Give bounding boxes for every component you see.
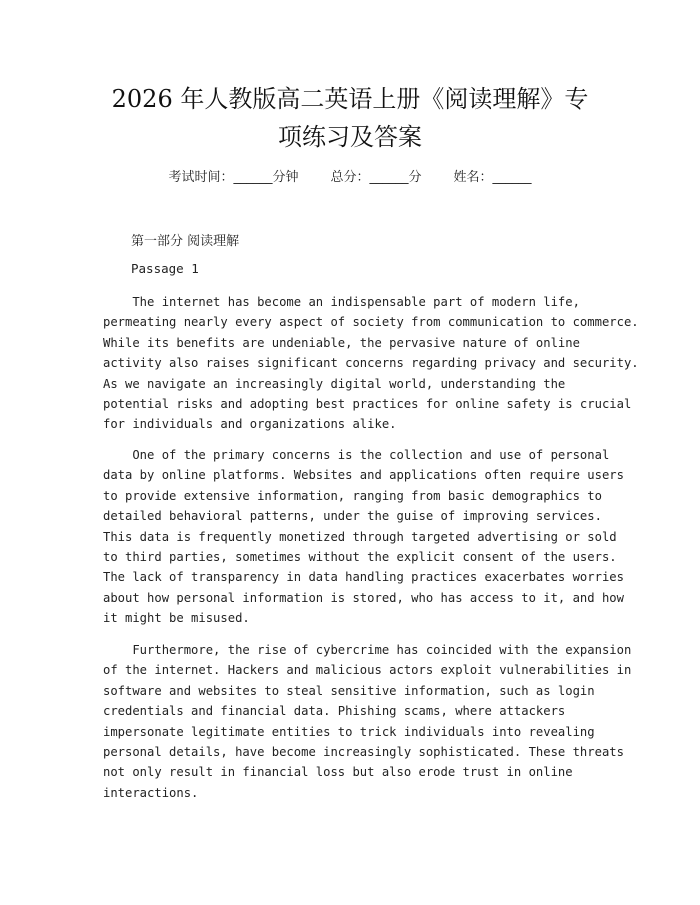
paragraph-line: activity also raises significant concerns regarding privacy and security. — [103, 356, 639, 371]
paragraph-line: detailed behavioral patterns, under the guise of improving services. — [103, 509, 602, 524]
paragraph-line: impersonate legitimate entities to trick individuals into revealing — [103, 724, 595, 739]
paragraph-line: While its benefits are undeniable, the pervasive nature of online — [103, 335, 580, 350]
exam-info-row — [0, 168, 700, 188]
paragraph-line: of the internet. Hackers and malicious actors exploit vulnerabilities in — [103, 663, 632, 678]
paragraph-line: interactions. — [103, 785, 199, 800]
paragraph-line: permeating nearly every aspect of society from communication to commerce. — [103, 315, 639, 330]
paragraph-line: not only result in financial loss but also erode trust in online — [103, 765, 573, 780]
paragraph-2 — [103, 445, 624, 629]
paragraph-line: credentials and financial data. Phishing scams, where attackers — [103, 704, 566, 719]
section-heading: 第一部分 阅读理解 — [131, 234, 240, 249]
title-line-1: 2026 年人教版高二英语上册《阅读理解》专 — [111, 85, 589, 113]
paragraph-line: it might be misused. — [103, 611, 250, 626]
paragraph-line: to third parties, sometimes without the explicit consent of the users. — [103, 550, 617, 565]
paragraph-line: This data is frequently monetized through targeted advertising or sold — [103, 529, 617, 544]
title-line-2: 项练习及答案 — [278, 123, 422, 151]
passage-label: Passage 1 — [131, 261, 199, 276]
paragraph-1 — [103, 292, 639, 435]
paragraph-line: data by online platforms. Websites and applications often require users — [103, 468, 624, 483]
paragraph-line: The lack of transparency in data handling practices exacerbates worries — [103, 570, 624, 585]
paragraph-line: Furthermore, the rise of cybercrime has coincided with the expansion — [103, 643, 632, 657]
paragraph-line: software and websites to steal sensitive information, such as login — [103, 683, 595, 698]
paragraph-3 — [103, 640, 632, 803]
total-score-field: 总分：______分 — [330, 170, 422, 185]
paragraph-line: As we navigate an increasingly digital world, understanding the — [103, 376, 566, 391]
paragraph-line: One of the primary concerns is the collection and use of personal — [103, 448, 610, 462]
student-name-field: 姓名：______ — [453, 170, 532, 185]
paragraph-line: personal details, have become increasingly sophisticated. These threats — [103, 745, 624, 760]
paragraph-line: potential risks and adopting best practices for online safety is crucial — [103, 397, 632, 412]
paragraph-line: about how personal information is stored, who has access to it, and how — [103, 590, 624, 605]
paragraph-line: to provide extensive information, ranging from basic demographics to — [103, 488, 602, 503]
exam-time-field: 考试时间：______分钟 — [168, 170, 299, 185]
paragraph-line: for individuals and organizations alike. — [103, 417, 397, 432]
document-title — [60, 80, 640, 156]
paragraph-line: The internet has become an indispensable part of modern life, — [103, 295, 580, 309]
